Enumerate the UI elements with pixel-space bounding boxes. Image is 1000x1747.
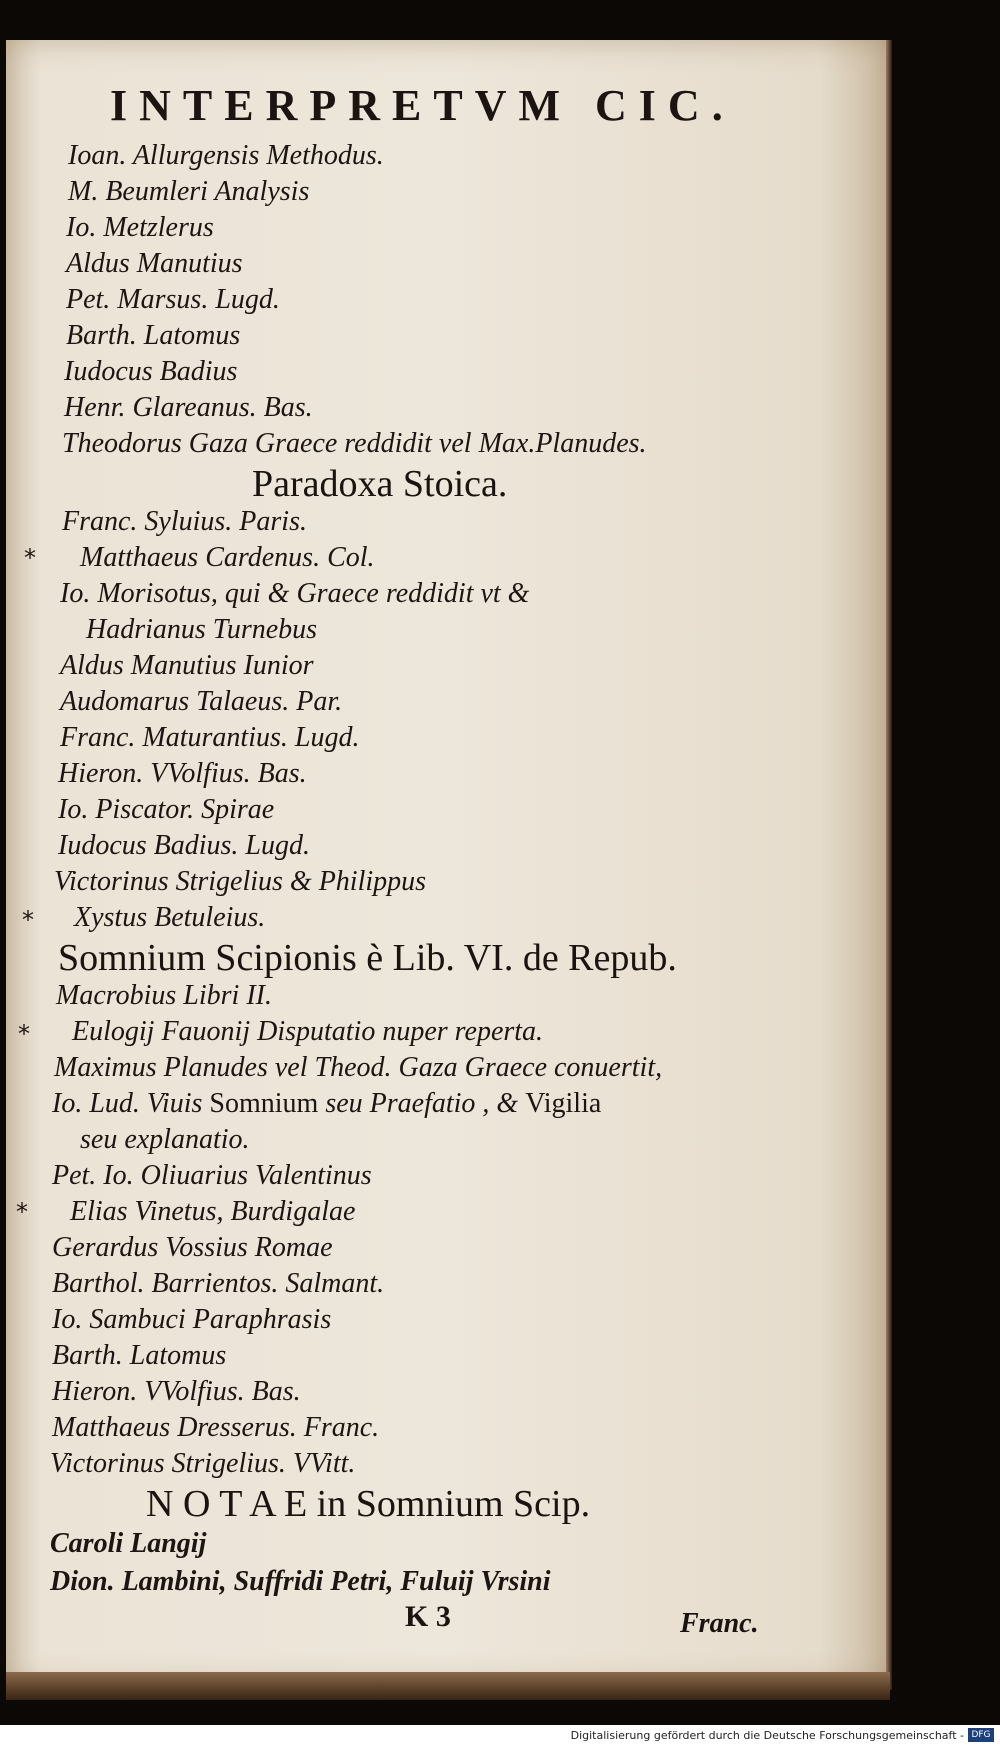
entry-line: Xystus Betuleius. xyxy=(74,902,266,933)
entry-line: Maximus Planudes vel Theod. Gaza Graece conuertit, xyxy=(54,1052,663,1083)
entry-line: Henr. Glareanus. Bas. xyxy=(64,392,313,423)
entry-line: Matthaeus Dresserus. Franc. xyxy=(52,1412,380,1443)
entry-line: Victorinus Strigelius. VVitt. xyxy=(50,1448,356,1479)
entry-line: Victorinus Strigelius & Philippus xyxy=(54,866,427,897)
entry-line: Pet. Io. Oliuarius Valentinus xyxy=(52,1160,372,1191)
entry-line: seu explanatio. xyxy=(80,1124,250,1155)
entry-line-vives xyxy=(52,1088,601,1120)
entry-line: Ioan. Allurgensis Methodus. xyxy=(68,140,384,171)
running-head: INTERPRETVM CIC. xyxy=(110,81,735,130)
entry-line: Matthaeus Cardenus. Col. xyxy=(80,542,375,573)
signature-mark: K 3 xyxy=(405,1600,451,1633)
entry-line: Barth. Latomus xyxy=(52,1340,227,1371)
entry-line: M. Beumleri Analysis xyxy=(68,176,310,207)
dfg-logo: DFG xyxy=(968,1728,994,1742)
catchword: Franc. xyxy=(680,1608,759,1639)
entry-line: Barthol. Barrientos. Salmant. xyxy=(52,1268,385,1299)
book-bottom-edge xyxy=(6,1672,890,1700)
entry-line: Dion. Lambini, Suffridi Petri, Fuluij Vrsini xyxy=(50,1566,551,1597)
asterisk-mark: * xyxy=(24,544,36,572)
entry-line: Barth. Latomus xyxy=(66,320,241,351)
entry-line: Hieron. VVolfius. Bas. xyxy=(52,1376,301,1407)
asterisk-mark: * xyxy=(18,1020,30,1048)
entry-line: Io. Metzlerus xyxy=(66,212,214,243)
entry-line: Macrobius Libri II. xyxy=(56,980,272,1011)
entry-part-roman: Somnium xyxy=(209,1088,319,1119)
entry-line: Franc. Syluius. Paris. xyxy=(62,506,307,537)
entry-line: Elias Vinetus, Burdigalae xyxy=(70,1196,356,1227)
entry-line: Io. Sambuci Paraphrasis xyxy=(52,1304,332,1335)
entry-part: Io. Lud. Viuis xyxy=(52,1088,203,1119)
entry-line: Io. Morisotus, qui & Graece reddidit vt & xyxy=(60,578,530,609)
entry-line: Hieron. VVolfius. Bas. xyxy=(58,758,307,789)
entry-line: Aldus Manutius xyxy=(66,248,243,279)
entry-line: Eulogij Fauonij Disputatio nuper reperta. xyxy=(72,1016,544,1047)
section-heading: Paradoxa Stoica. xyxy=(252,463,508,505)
entry-line: Iudocus Badius xyxy=(64,356,238,387)
page-edge xyxy=(886,40,892,1690)
entry-line: Io. Piscator. Spirae xyxy=(58,794,275,825)
entry-line: Gerardus Vossius Romae xyxy=(52,1232,333,1263)
section-heading: Somnium Scipionis è Lib. VI. de Repub. xyxy=(58,937,677,979)
section-heading: N O T A E in Somnium Scip. xyxy=(146,1483,591,1525)
entry-line: Theodorus Gaza Graece reddidit vel Max.Planudes. xyxy=(62,428,647,459)
asterisk-mark: * xyxy=(16,1198,28,1226)
entry-part: seu Praefatio , & xyxy=(325,1088,519,1119)
entry-line: Pet. Marsus. Lugd. xyxy=(66,284,280,315)
entry-part-roman: Vigilia xyxy=(525,1088,602,1119)
entry-line: Audomarus Talaeus. Par. xyxy=(60,686,343,717)
entry-line: Franc. Maturantius. Lugd. xyxy=(60,722,360,753)
entry-line: Caroli Langij xyxy=(50,1528,207,1559)
funding-credit: Digitalisierung gefördert durch die Deutsche Forschungsgemeinschaft - xyxy=(570,1729,964,1742)
entry-line: Hadrianus Turnebus xyxy=(86,614,318,645)
entry-line: Iudocus Badius. Lugd. xyxy=(58,830,310,861)
entry-line: Aldus Manutius Iunior xyxy=(60,650,314,681)
asterisk-mark: * xyxy=(22,906,34,934)
